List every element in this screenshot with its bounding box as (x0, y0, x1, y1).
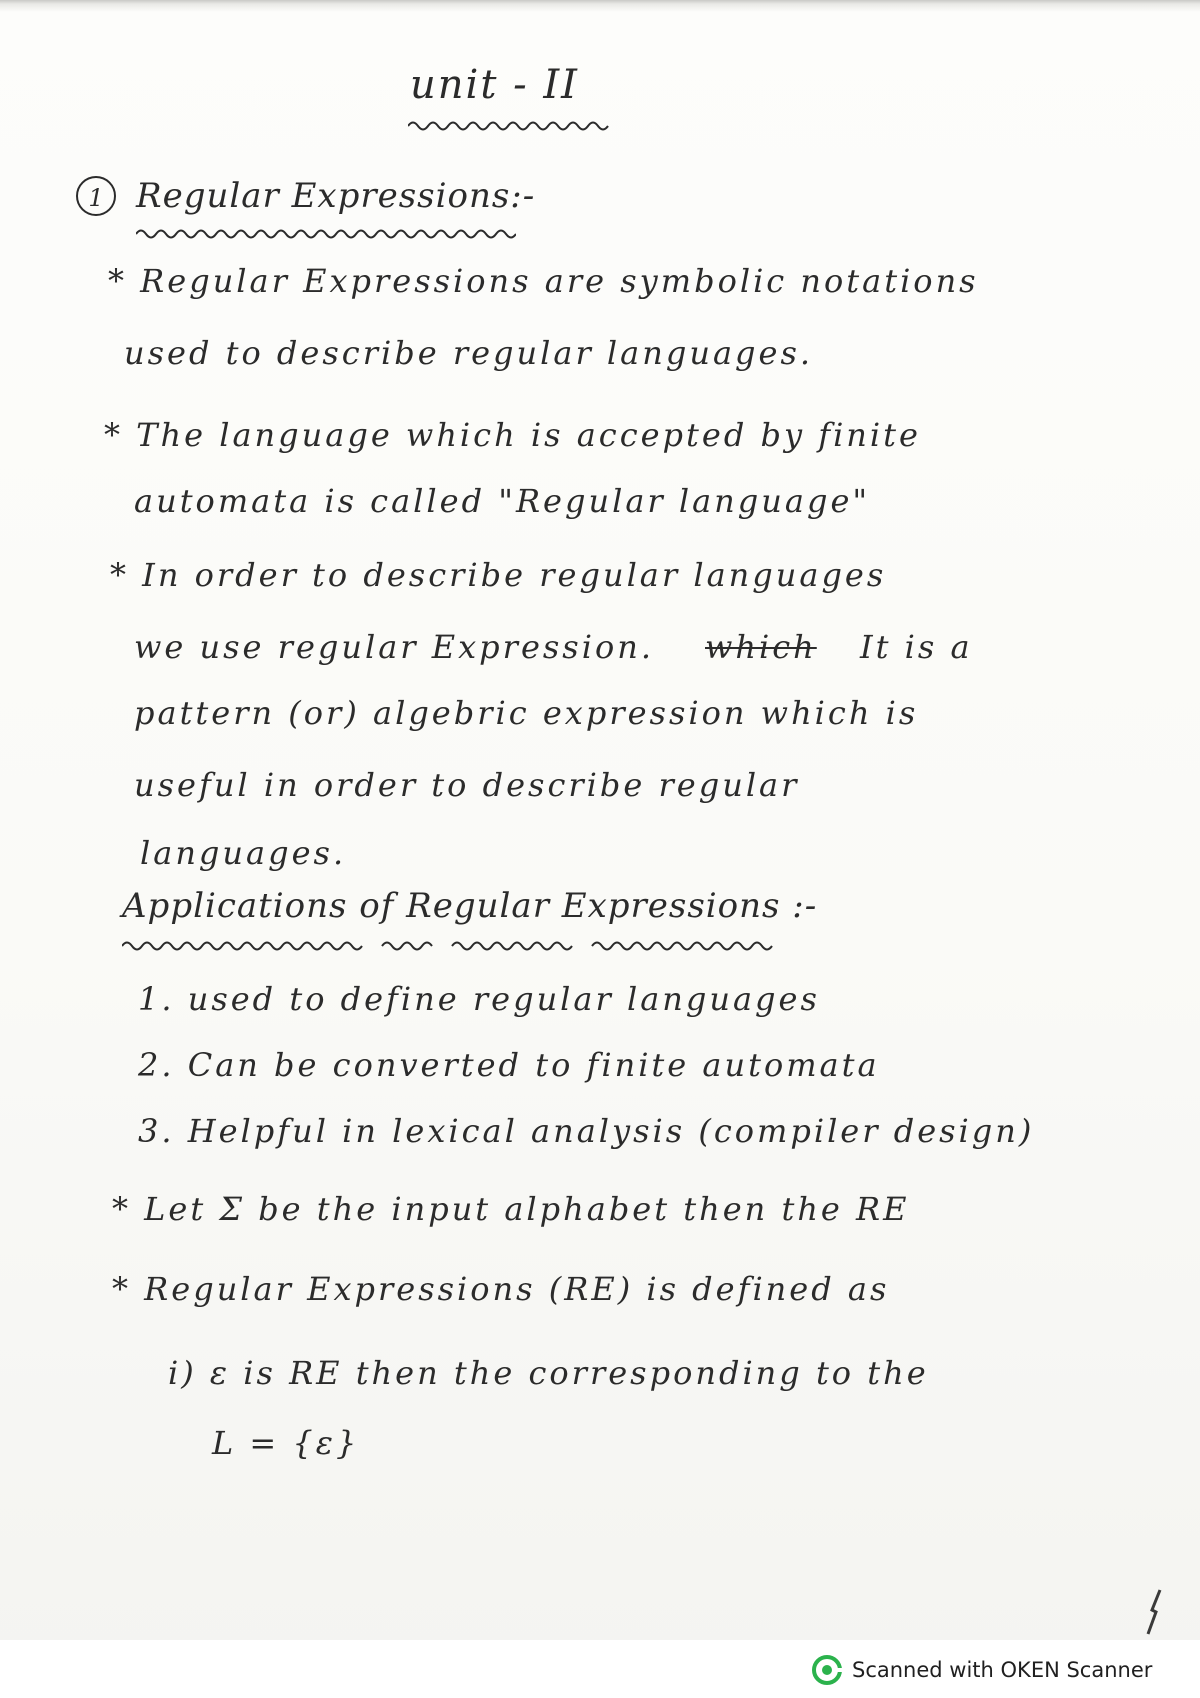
section-heading-underline (136, 226, 516, 242)
note-line-7: pattern (or) algebric expression which is (134, 694, 919, 732)
note-line-6: we use regular Expression. (134, 628, 654, 666)
application-item-2: 2. Can be converted to finite automata (138, 1046, 880, 1084)
definition-line-1: * Let Σ be the input alphabet then the RE (112, 1190, 910, 1228)
note-line-1: * Regular Expressions are symbolic notations (108, 262, 979, 300)
scanner-watermark-text: Scanned with OKEN Scanner (852, 1658, 1153, 1682)
section-heading-regular-expressions: Regular Expressions:- (136, 176, 536, 216)
definition-line-2: * Regular Expressions (RE) is defined as (112, 1270, 890, 1308)
scanner-watermark (812, 1654, 1152, 1686)
struck-out-word: which (705, 628, 817, 666)
note-line-2: used to describe regular languages. (124, 334, 814, 372)
definition-line-3: i) ε is RE then the corresponding to the (168, 1354, 929, 1392)
note-line-8: useful in order to describe regular (134, 766, 800, 804)
note-line-6b: It is a (860, 628, 973, 666)
scan-edge-top (0, 0, 1200, 12)
applications-heading: Applications of Regular Expressions :- (122, 886, 818, 926)
note-line-9: languages. (140, 834, 347, 872)
applications-heading-underline (122, 938, 812, 954)
note-line-5: * In order to describe regular languages (110, 556, 887, 594)
definition-line-4: L = {ε} (212, 1424, 360, 1462)
section-number-badge: 1 (76, 176, 116, 216)
page-title: unit - II (410, 62, 579, 108)
pencil-mark (1142, 1588, 1166, 1640)
oken-scanner-logo-icon (812, 1655, 842, 1685)
application-item-3: 3. Helpful in lexical analysis (compiler design) (138, 1112, 1035, 1150)
title-underline-squiggle (408, 118, 618, 134)
note-line-3: * The language which is accepted by finite (104, 416, 921, 454)
application-item-1: 1. used to define regular languages (138, 980, 820, 1018)
note-line-4: automata is called "Regular language" (134, 482, 871, 520)
